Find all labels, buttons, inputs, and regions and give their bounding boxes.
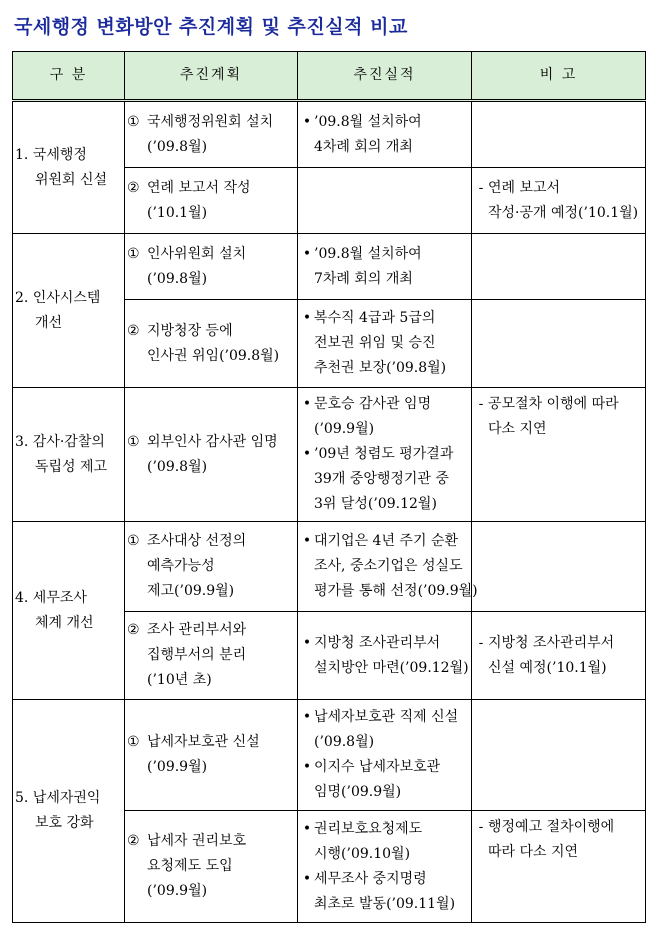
result-text: 복수직 4급과 5급의 (314, 310, 436, 326)
plan-text: 집행부서의 분리 (147, 647, 247, 663)
plan-text: 납세자보호관 신설 (147, 734, 260, 750)
result-bullet-item (300, 755, 469, 805)
result-text: 납세자보호관 직제 신설 (314, 709, 459, 725)
document-title: 국세행정 변화방안 추진계획 및 추진실적 비교 (14, 16, 408, 38)
note-cell (472, 101, 646, 168)
table-row (13, 388, 646, 522)
dash-icon: - (478, 634, 484, 651)
header-category: 구 분 (13, 52, 125, 101)
plan-cell (125, 522, 298, 612)
plan-text: 인사권 위임(’09.8월) (147, 347, 280, 364)
plan-number: ① (127, 245, 140, 262)
result-text: 권리보호요청제도 (314, 820, 423, 837)
result-text: 세무조사 중지명령 (314, 870, 427, 887)
category-label: 1. 국세행정 (15, 146, 87, 163)
result-text: (’09.9월) (314, 421, 375, 437)
category-label: 5. 납세자권익 (15, 790, 101, 806)
table-row (13, 700, 646, 811)
bullet-icon: • (302, 820, 312, 837)
note-item (474, 392, 643, 442)
result-text: (’09.8월) (314, 734, 375, 750)
note-item (474, 631, 643, 681)
note-text: 다소 지연 (488, 421, 547, 437)
result-bullet-item (300, 529, 478, 604)
result-text: ’09.8월 설치하여 (314, 245, 422, 262)
note-cell (472, 300, 646, 388)
plan-number: ② (127, 833, 140, 849)
plan-cell (125, 168, 298, 234)
result-bullet-item (300, 867, 469, 917)
plan-text: 조사대상 선정의 (147, 533, 247, 549)
plan-cell (125, 234, 298, 300)
plan-text: (’09.9월) (147, 883, 208, 899)
result-bullet-item (300, 110, 469, 160)
header-plan: 추진계획 (125, 52, 298, 101)
plan-text: 제고(’09.9월) (147, 583, 235, 599)
note-text: 지방청 조사관리부서 (488, 634, 615, 651)
plan-cell (125, 811, 298, 923)
result-bullet-item (300, 442, 469, 517)
plan-number: ① (127, 433, 140, 450)
bullet-icon: • (302, 396, 312, 412)
plan-number: ① (127, 734, 140, 750)
note-cell (472, 811, 646, 923)
bullet-icon: • (302, 446, 312, 462)
bullet-icon: • (302, 310, 312, 326)
result-text: 대기업은 4년 주기 순환 (314, 533, 458, 549)
plan-text: 납세자 권리보호 (147, 833, 247, 849)
result-bullet-item (300, 817, 469, 867)
result-text: 4차례 회의 개최 (314, 138, 413, 155)
category-label: 4. 세무조사 (15, 589, 87, 606)
result-text: 3위 달성(’09.12월) (314, 496, 437, 512)
category-label: 독립성 제고 (35, 458, 108, 475)
result-text: 39개 중앙행정기관 중 (314, 471, 449, 487)
table-row (13, 522, 646, 612)
header-note: 비 고 (472, 52, 646, 101)
result-text: 최초로 발동(’09.11월) (314, 895, 456, 912)
result-text: 평가를 통해 선정(’09.9월) (314, 583, 478, 599)
note-text: 따라 다소 지연 (488, 844, 579, 860)
note-cell (472, 388, 646, 522)
plan-number: ② (127, 622, 140, 638)
category-label: 3. 감사·감찰의 (15, 433, 105, 450)
result-cell (298, 700, 472, 811)
result-text: 조사, 중소기업은 성실도 (314, 558, 463, 574)
plan-number: ① (127, 533, 140, 549)
plan-number: ① (127, 113, 140, 130)
plan-number: ② (127, 322, 140, 339)
dash-icon: - (478, 179, 484, 196)
result-bullet-item (300, 306, 469, 381)
plan-cell (125, 300, 298, 388)
result-text: ’09.8월 설치하여 (314, 113, 422, 130)
result-cell (298, 522, 478, 612)
result-text: 임명(’09.9월) (314, 784, 402, 800)
note-text: 연례 보고서 (488, 179, 561, 196)
bullet-icon: • (302, 533, 312, 549)
plan-text: 지방청장 등에 (147, 322, 233, 339)
result-bullet-item (300, 242, 469, 292)
result-text: 설치방안 마련(’09.12월) (314, 659, 469, 676)
result-bullet-item (300, 705, 469, 755)
bullet-icon: • (302, 113, 312, 130)
note-text: 신설 예정(’10.1월) (488, 659, 607, 676)
category-cell (13, 522, 125, 700)
table-row (13, 101, 646, 168)
category-label: 위원회 신설 (35, 171, 108, 188)
plan-text: (’09.8월) (147, 270, 208, 287)
plan-text: 외부인사 감사관 임명 (147, 433, 278, 450)
result-text: 추천권 보장(’09.8월) (314, 360, 447, 376)
plan-text: 연례 보고서 작성 (147, 179, 251, 196)
category-label: 2. 인사시스템 (15, 289, 101, 306)
plan-number: ② (127, 179, 140, 196)
category-cell (13, 388, 125, 522)
table-body (13, 101, 646, 923)
plan-text: 예측가능성 (147, 558, 215, 574)
result-text: 시행(’09.10월) (314, 845, 411, 862)
plan-text: (’09.8월) (147, 458, 208, 475)
dash-icon: - (478, 396, 484, 412)
plan-cell (125, 388, 298, 522)
result-text: 7차례 회의 개최 (314, 270, 413, 287)
note-item (474, 815, 643, 865)
plan-cell (125, 612, 298, 700)
result-cell (298, 811, 472, 923)
result-cell (298, 300, 472, 388)
result-text: 이지수 납세자보호관 (314, 759, 441, 775)
bullet-icon: • (302, 634, 312, 651)
category-cell (13, 234, 125, 388)
plan-text: (’10년 초) (147, 672, 212, 688)
bullet-icon: • (302, 759, 312, 775)
plan-text: (’09.9월) (147, 759, 208, 775)
plan-text: (’09.8월) (147, 138, 208, 155)
table-row (13, 234, 646, 300)
note-text: 작성·공개 예정(’10.1월) (488, 204, 639, 221)
note-text: 공모절차 이행에 따라 (488, 396, 619, 412)
bullet-icon: • (302, 870, 312, 887)
header-result: 추진실적 (298, 52, 472, 101)
note-cell (472, 234, 646, 300)
result-cell (298, 612, 472, 700)
note-cell (472, 700, 646, 811)
category-label: 체계 개선 (35, 614, 94, 631)
result-cell (298, 168, 472, 234)
result-cell (298, 388, 472, 522)
note-item (474, 176, 643, 226)
note-text: 행정예고 절차이행에 (488, 819, 615, 835)
plan-text: 요청제도 도입 (147, 858, 233, 874)
plan-text: 인사위원회 설치 (147, 245, 247, 262)
result-text: ’09년 청렴도 평가결과 (314, 446, 454, 462)
category-cell (13, 101, 125, 234)
result-bullet-item (300, 392, 469, 442)
plan-cell (125, 101, 298, 168)
result-cell (298, 234, 472, 300)
note-cell (472, 168, 646, 234)
plan-cell (125, 700, 298, 811)
bullet-icon: • (302, 245, 312, 262)
comparison-table (12, 51, 646, 923)
category-label: 보호 강화 (35, 815, 94, 831)
table-header-row (13, 52, 646, 101)
dash-icon: - (478, 819, 484, 835)
plan-text: 국세행정위원회 설치 (147, 113, 274, 130)
result-bullet-item (300, 631, 469, 681)
result-text: 전보권 위임 및 승진 (314, 335, 436, 351)
result-text: 지방청 조사관리부서 (314, 634, 441, 651)
plan-text: 조사 관리부서와 (147, 622, 247, 638)
category-cell (13, 700, 125, 923)
result-text: 문호승 감사관 임명 (314, 396, 432, 412)
note-cell (472, 612, 646, 700)
category-label: 개선 (35, 314, 63, 331)
result-cell (298, 101, 472, 168)
plan-text: (’10.1월) (147, 204, 208, 221)
bullet-icon: • (302, 709, 312, 725)
note-cell (472, 522, 646, 612)
